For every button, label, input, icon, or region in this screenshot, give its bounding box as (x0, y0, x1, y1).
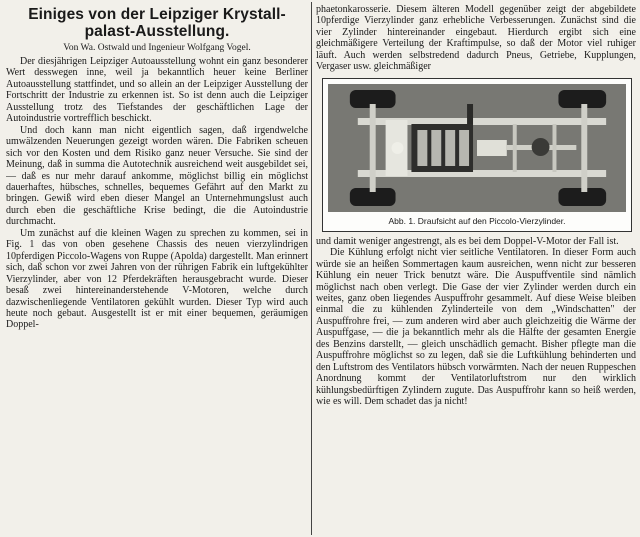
left-column (6, 4, 308, 535)
figure-chassis (322, 78, 632, 232)
right-column (316, 4, 636, 535)
paragraph-cooling: Die Kühlung erfolgt nicht vier seitliche Ventilatoren. In dieser Form auch würde sie an heißen Sommertagen kaum ausreichen, wenn nicht zur besseren Kühlung ein neuer Trick benutzt wäre. Die Auspuffventile sind nämlich möglichst nach oben verlegt. Die Gase der vier Zylinder werden durch ein weites, ganz oben liegendes Auspuffrohr gesammelt. Auf diese Weise bleiben einmal die zu kühlenden Zylinderteile von dem „Windschatten" der Auspuffrohre frei, — zum anderen wird aber auch gleichzeitig die Wärme der Auspuffgase, — die ja bekanntlich mehr als die Hälfte der gesamten Energie des Benzins darstellt, — gleich unschädlich gemacht. Bisher pflegte man die Auspuffrohre möglichst so zu legen, daß sie die Luftkühlung behinderten und den Luftstrom des Ventilators hübsch vorwärmten. Nach der neuen Ruppeschen Anordnung kommt der Ventilatorluftstrom nur den wirklich kühlungsbedürftigen Zylindern zugute. Das Auspuffrohr kann so heiß werden, wie es will. Dem schadet das ja nicht! (316, 247, 636, 408)
paragraph-continued: phaetonkarosserie. Diesem älteren Modell gegenüber zeigt der abgebildete 10pferdige Vierzylinder ganz erhebliche Verbesserungen. Zunächst sind die vier Zylinder hintereinander eingebaut. Hierdurch ergibt sich eine gleichmäßigere Verteilung der Kraftimpulse, so daß der Motor viel ruhiger läuft. Auch werden selbstredend dadurch Pneus, Getriebe, Kupplungen, Vergaser usw. gleichmäßiger (316, 4, 636, 73)
paragraph-after-figure: und damit weniger angestrengt, als es bei dem Doppel-V-Motor der Fall ist. (316, 235, 619, 247)
paragraph-3: Um zunächst auf die kleinen Wagen zu sprechen zu kommen, sei in Fig. 1 das von oben gesehene Chassis des neuen vierzylindrigen 10pferdigen Piccolo-Wagens von Ruppe (Apolda) dargestellt. Man erinnert sich, daß schon vor zwei Jahren von der rührigen Fabrik ein luftgekühlter Vierzylinder, aber von 12 Pferdekräften herausgebracht wurde. Dieser besaß zwei hintereinanderstehende V-Motoren, welche durch dazwischenliegende Ventilatoren gekühlt wurden. Dieser Typ wird auch heute noch gebaut. Ausgestellt ist er mit einer bequemen, geräumigen Doppel- (6, 227, 308, 331)
article-title: Einiges von der Leipziger Krystall-palast-Ausstellung. (28, 6, 286, 40)
figure-caption: Abb. 1. Draufsicht auf den Piccolo-Vierzylinder. (388, 215, 566, 226)
paragraph-1: Der diesjährigen Leipziger Autoausstellung wohnt ein ganz besonderer Wert desswegen inne, weil ja bekanntlich heuer keine Berliner Autoausstellung stattfindet, und so allein an der Leipziger Ausstellung der Fortschritt der Industrie zu erkennen ist. So ist denn auch die Leipziger Ausstellung trotz des Tiefstandes der geschäftlichen Lage der Autoindustrie vortrefflich beschickt. (6, 56, 308, 125)
column-divider (311, 2, 312, 535)
chassis-photo (328, 84, 626, 212)
paragraph-2: Und doch kann man nicht eigentlich sagen, daß irgendwelche umwälzenden Neuerungen gezeigt worden wären. Die Fabriken scheuen sich vor den Kosten und dem Risiko ganz neuer Versuche. Sie sind der Meinung, daß in summa die Autotechnik ausreichend weit ausgebildet sei, — daß es nur mehr darauf ankomme, möglichst billig ein möglichst dauerhaftes, hübsches, schnelles, bequemes Gefährt auf den Markt zu bringen. Gewiß wird eben dieser Mangel an Unternehmungslust auch durch eben die geschäftliche Krise bedingt, die die Autoindustrie durchmacht. (6, 124, 308, 228)
article-byline: Von Wa. Ostwald und Ingenieur Wolfgang Vogel. (63, 43, 251, 53)
